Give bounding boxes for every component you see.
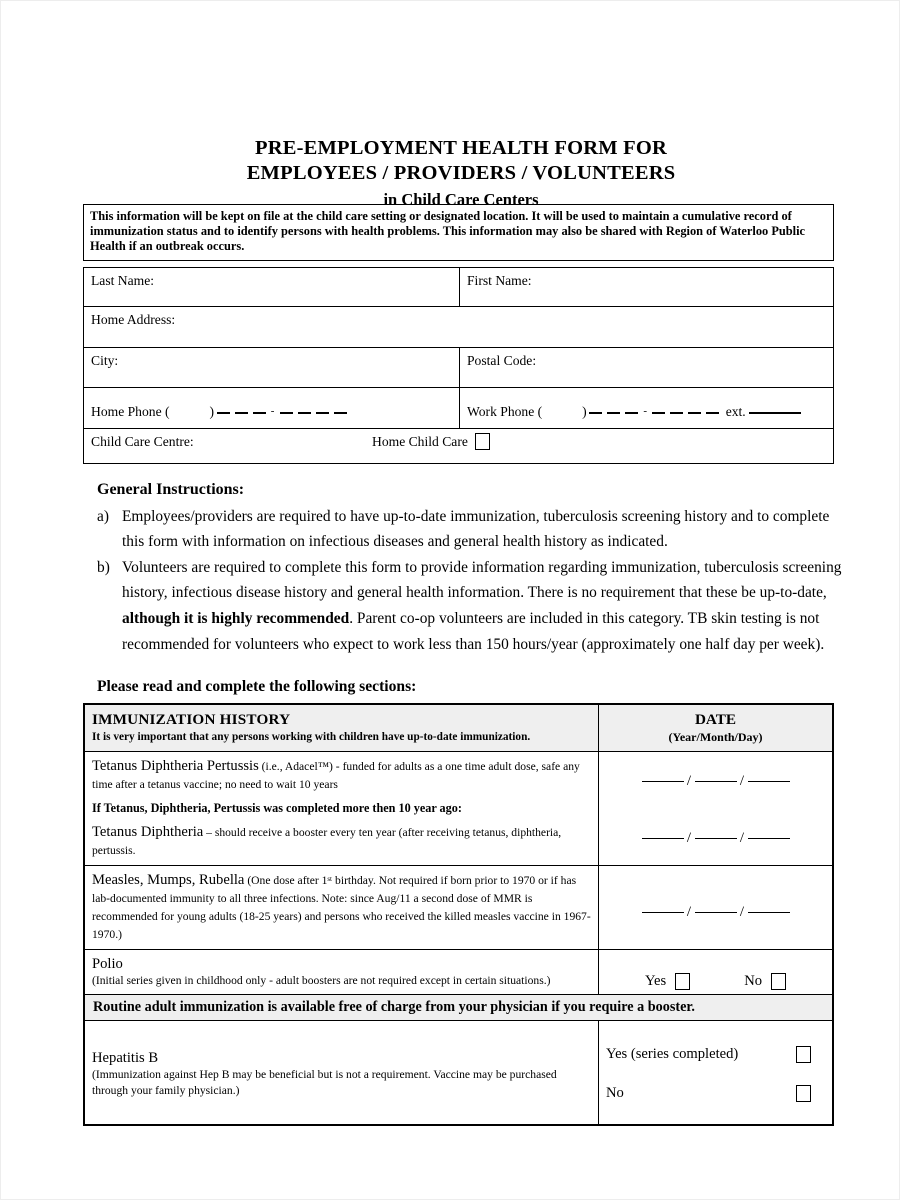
phone-digit-blank[interactable] bbox=[280, 412, 293, 414]
document-title bbox=[83, 136, 839, 211]
phone-digit-blank[interactable] bbox=[334, 412, 347, 414]
hepatitis-b-no-checkbox[interactable] bbox=[796, 1085, 811, 1102]
hepatitis-b-name: Hepatitis B bbox=[92, 1050, 159, 1067]
table-row bbox=[84, 429, 833, 463]
hepatitis-b-no-option[interactable] bbox=[606, 1085, 825, 1102]
phone-digit-blank[interactable] bbox=[253, 412, 266, 414]
polio-name: Polio bbox=[92, 956, 123, 972]
polio-no-checkbox[interactable] bbox=[771, 973, 786, 990]
hepatitis-b-yes-option[interactable] bbox=[606, 1046, 825, 1063]
tdap-detail: (i.e., Adacel™) - funded for adults as a one time adult dose, safe any time after a tetanus vaccine; no need to wait 10 years bbox=[92, 760, 580, 791]
immunization-history-subtitle: It is very important that any persons working with children have up-to-date immunization. bbox=[92, 731, 531, 743]
home-child-care-checkbox[interactable] bbox=[475, 433, 490, 450]
phone-digit-blank[interactable] bbox=[589, 412, 602, 414]
general-instructions bbox=[97, 477, 842, 657]
polio-yes-label: Yes bbox=[644, 973, 667, 990]
polio-yes-checkbox[interactable] bbox=[675, 973, 690, 990]
hepatitis-b-no-label: No bbox=[606, 1084, 624, 1101]
instruction-text-part: . Parent co-op volunteers are included in this category. TB skin testing is not recommended for volunteers who expect to work less than 150 hours/year (approximately one half day per week). bbox=[122, 609, 825, 653]
instruction-text-emphasis: although it is highly recommended bbox=[122, 609, 350, 627]
postal-code-field[interactable] bbox=[460, 348, 833, 387]
general-instructions-heading: General Instructions: bbox=[97, 481, 245, 498]
polio-no-label: No bbox=[744, 973, 763, 990]
phone-digit-blank[interactable] bbox=[706, 412, 719, 414]
table-row bbox=[84, 388, 833, 429]
instruction-text bbox=[122, 504, 842, 555]
instruction-text-part: Volunteers are required to complete this form to provide information regarding immunization, tuberculosis screening history, infectious disease history and general health information. There is no requirement that these be up-to-date, bbox=[122, 558, 842, 602]
mmr-name: Measles, Mumps, Rubella bbox=[92, 872, 245, 888]
instruction-marker: a) bbox=[97, 507, 109, 525]
work-phone-field[interactable] bbox=[460, 388, 833, 428]
home-phone-field[interactable] bbox=[84, 388, 460, 428]
instruction-text-part: Employees/providers are required to have up-to-date immunization, tuberculosis screening history and to complete this form with information on infectious diseases and general health history as indicated. bbox=[122, 507, 830, 551]
child-care-centre-field[interactable] bbox=[84, 429, 833, 463]
title-line-3: in Child Care Centers bbox=[383, 190, 539, 209]
home-child-care-label: Home Child Care bbox=[372, 433, 468, 449]
phone-digit-blank[interactable] bbox=[316, 412, 329, 414]
date-column-header bbox=[599, 705, 832, 751]
phone-digit-blank[interactable] bbox=[688, 412, 701, 414]
phone-dash: - bbox=[270, 405, 275, 417]
home-phone-paren: ) bbox=[209, 404, 215, 419]
first-name-field[interactable] bbox=[460, 268, 833, 306]
work-phone-paren: ) bbox=[582, 404, 587, 419]
first-name-label: First Name: bbox=[467, 273, 532, 288]
phone-digit-blank[interactable] bbox=[625, 412, 638, 414]
date-blank-line[interactable]: / / bbox=[606, 773, 825, 790]
polio-yes-no-group bbox=[606, 965, 825, 998]
immunization-history-table bbox=[83, 703, 834, 1126]
phone-digit-blank[interactable] bbox=[652, 412, 665, 414]
polio-answer-cell bbox=[599, 950, 832, 994]
polio-detail: (Initial series given in childhood only - adult boosters are not required except in certain situations.) bbox=[92, 974, 551, 987]
sections-heading: Please read and complete the following sections: bbox=[97, 678, 417, 695]
tdap-line-2 bbox=[92, 823, 591, 859]
instruction-marker: b) bbox=[97, 558, 110, 576]
date-blank-line[interactable]: / / bbox=[606, 904, 825, 921]
polio-yes-option[interactable] bbox=[645, 973, 690, 990]
phone-digit-blank[interactable] bbox=[670, 412, 683, 414]
ext-label: ext. bbox=[725, 404, 746, 419]
date-header-title: DATE bbox=[694, 711, 737, 728]
date-header-format: (Year/Month/Day) bbox=[668, 730, 763, 744]
tdap-description bbox=[85, 752, 599, 865]
title-line-2: EMPLOYEES / PROVIDERS / VOLUNTEERS bbox=[246, 162, 676, 184]
hepatitis-b-answer-cell bbox=[599, 1021, 832, 1124]
phone-dash: - bbox=[643, 405, 648, 417]
hepatitis-b-detail: (Immunization against Hep B may be beneficial but is not a requirement. Vaccine may be purchased through your family physician.) bbox=[92, 1068, 557, 1097]
phone-digit-blank[interactable] bbox=[298, 412, 311, 414]
table-row bbox=[84, 307, 833, 348]
immunization-history-header bbox=[85, 705, 599, 751]
routine-immunization-banner: Routine adult immunization is available free of charge from your physician if you require a booster. bbox=[85, 995, 832, 1021]
mmr-line bbox=[92, 871, 591, 943]
tdap-date-cell[interactable] bbox=[599, 752, 832, 865]
td-name: Tetanus Diphtheria bbox=[92, 824, 204, 840]
table-row-hepatitis-b bbox=[85, 1021, 832, 1124]
last-name-label: Last Name: bbox=[91, 273, 155, 288]
instruction-text bbox=[122, 555, 842, 657]
immunization-history-title: IMMUNIZATION HISTORY bbox=[92, 711, 291, 728]
mmr-detail: (One dose after 1ˢᵗ birthday. Not required if born prior to 1970 or if has lab-documented immunity to all three infections. Note: since Aug/11 a second dose of MMR is recommended for young adults (18-25 years) and persons who received the killed measles vaccine in 1967-1970.) bbox=[92, 874, 591, 941]
polio-description bbox=[85, 950, 599, 994]
child-care-centre-label: Child Care Centre: bbox=[91, 434, 194, 449]
postal-code-label: Postal Code: bbox=[467, 353, 537, 368]
table-row-polio bbox=[85, 950, 832, 995]
last-name-field[interactable] bbox=[84, 268, 460, 306]
phone-digit-blank[interactable] bbox=[217, 412, 230, 414]
tdap-name: Tetanus Diphtheria Pertussis bbox=[92, 758, 259, 774]
mmr-date-cell[interactable] bbox=[599, 866, 832, 949]
phone-digit-blank[interactable] bbox=[235, 412, 248, 414]
city-field[interactable] bbox=[84, 348, 460, 387]
title-line-1: PRE-EMPLOYMENT HEALTH FORM FOR bbox=[254, 137, 668, 159]
table-row bbox=[84, 268, 833, 307]
polio-no-option[interactable] bbox=[744, 973, 786, 990]
home-phone-label: Home Phone ( bbox=[91, 404, 170, 419]
table-header-row bbox=[85, 705, 832, 752]
city-label: City: bbox=[91, 353, 119, 368]
contact-information-table bbox=[83, 267, 834, 464]
home-address-label: Home Address: bbox=[91, 312, 176, 327]
hepatitis-b-description bbox=[85, 1021, 599, 1124]
ext-blank[interactable] bbox=[749, 412, 801, 414]
table-row-tdap bbox=[85, 752, 832, 866]
td-detail: – should receive a booster every ten year (after receiving tetanus, diphtheria, pertussis. bbox=[92, 826, 562, 857]
work-phone-label: Work Phone ( bbox=[467, 404, 543, 419]
privacy-notice-box: This information will be kept on file at the child care setting or designated location. It will be used to maintain a cumulative record of immunization status and to identify persons with health problems. This information may also be shared with Region of Waterloo Public Health if an outbreak occurs. bbox=[83, 204, 834, 261]
instruction-item-b bbox=[97, 555, 842, 657]
instruction-item-a bbox=[97, 504, 842, 555]
tdap-line-1 bbox=[92, 757, 591, 793]
table-row bbox=[84, 348, 833, 388]
phone-digit-blank[interactable] bbox=[607, 412, 620, 414]
mmr-description bbox=[85, 866, 599, 949]
hepatitis-b-yes-checkbox[interactable] bbox=[796, 1046, 811, 1063]
tdap-bold-note: If Tetanus, Diphtheria, Pertussis was completed more then 10 year ago: bbox=[92, 801, 462, 815]
home-address-field[interactable] bbox=[84, 307, 833, 347]
hepatitis-b-yes-label: Yes (series completed) bbox=[606, 1045, 739, 1062]
table-row-mmr bbox=[85, 866, 832, 950]
date-blank-line[interactable]: / / bbox=[606, 830, 825, 847]
